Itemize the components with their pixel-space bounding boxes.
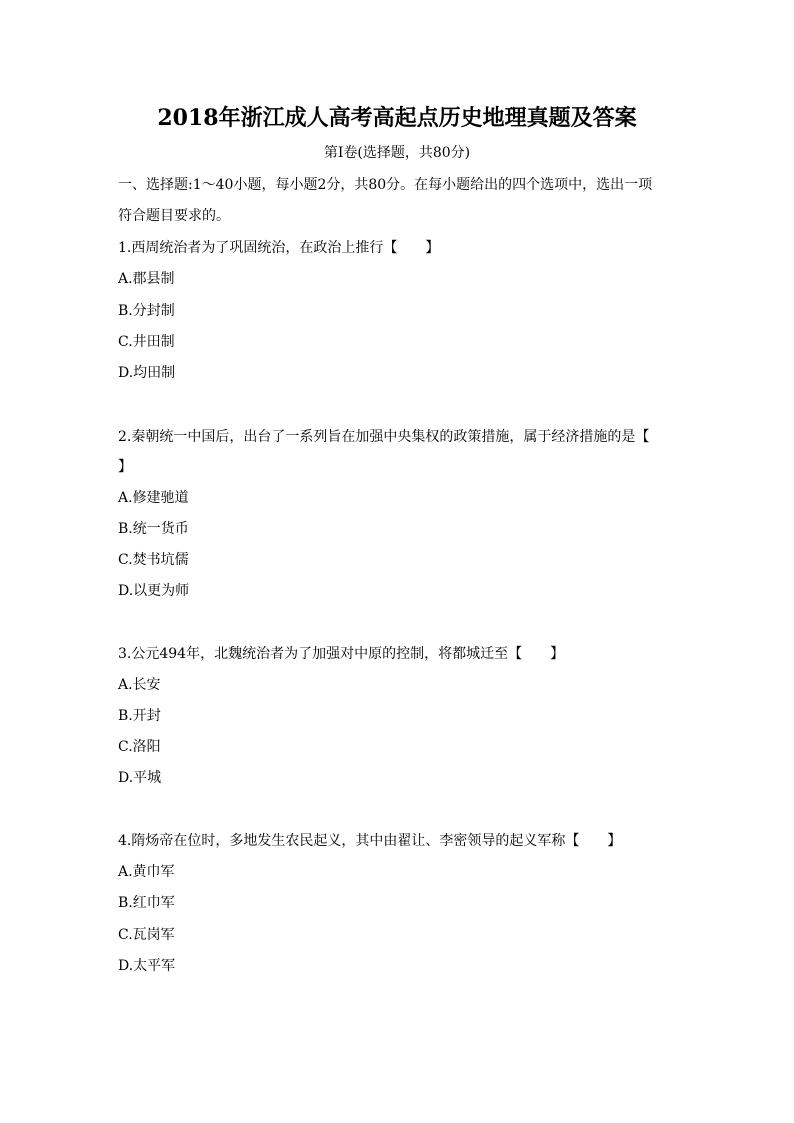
question-2-option-a: A.修建驰道 [118,490,189,506]
question-3-option-c: C.洛阳 [118,739,161,755]
instructions-line-2: 符合题目要求的。 [118,208,230,224]
question-1-option-b: B.分封制 [118,303,175,319]
instructions-line-1: 一、选择题:1～40小题，每小题2分，共80分。在每小题给出的四个选项中，选出一项 [118,177,653,193]
question-4-option-c: C.瓦岗军 [118,927,175,943]
question-4-option-a: A.黄巾军 [118,864,175,880]
question-4-option-d: D.太平军 [118,958,176,974]
question-2-option-b: B.统一货币 [118,521,189,537]
question-1-stem: 1.西周统治者为了巩固统治，在政治上推行【 】 [118,240,440,256]
question-3-option-b: B.开封 [118,708,161,724]
question-3-option-a: A.长安 [118,677,161,693]
question-1-option-d: D.均田制 [118,365,176,381]
section-subtitle: 第Ⅰ卷(选择题，共80分) [323,145,471,161]
question-3-stem: 3.公元494年，北魏统治者为了加强对中原的控制，将都城迁至【 】 [118,646,565,662]
question-2-option-d: D.以更为师 [118,583,190,599]
document-title: 2018年浙江成人高考高起点历史地理真题及答案 [157,105,637,131]
question-3-option-d: D.平城 [118,770,162,786]
question-4-stem: 4.隋炀帝在位时，多地发生农民起义，其中由翟让、李密领导的起义军称【 】 [118,833,622,849]
question-1-option-a: A.郡县制 [118,271,175,287]
question-4-option-b: B.红巾军 [118,895,175,911]
question-1-option-c: C.井田制 [118,334,175,350]
question-2-option-c: C.焚书坑儒 [118,552,189,568]
question-2-stem: 2.秦朝统一中国后，出台了一系列旨在加强中央集权的政策措施，属于经济措施的是【 [118,429,650,445]
question-2-stem-end: 】 [118,459,132,475]
